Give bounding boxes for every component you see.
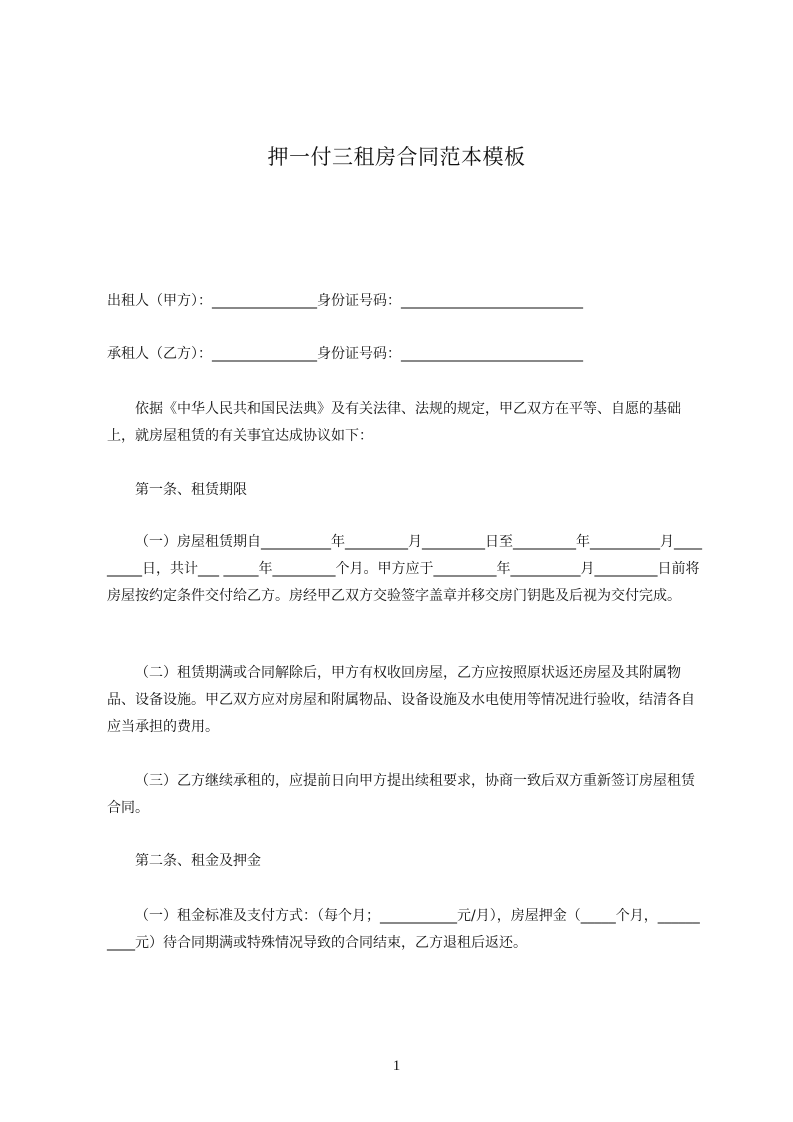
article-1-heading: 第一条、租赁期限 — [135, 482, 247, 498]
article-2-heading: 第二条、租金及押金 — [135, 853, 261, 869]
preamble-paragraph: 依据《中华人民共和国民法典》及有关法律、法规的规定，甲乙双方在平等、自愿的基础上，就房屋租赁的有关事宜达成协议如下： — [107, 401, 681, 444]
page-number: 1 — [392, 1058, 401, 1074]
article-1-item-1: （一）房屋租赁期自__________年_________月_________日至_________年__________月_________日，共计___ _____年_________个月。甲方应于_________年__________月_________日前将房屋按约定条件交付给乙方。房经甲乙双方交验签字盖章并移交房门钥匙及后视为交付完成。 — [107, 534, 702, 604]
article-1-item-3: （三）乙方继续承租的，应提前日向甲方提出续租要求，协商一致后双方重新签订房屋租赁合同。 — [107, 773, 695, 816]
article-1-item-2: （二）租赁期满或合同解除后，甲方有权收回房屋，乙方应按照原状返还房屋及其附属物品、设备设施。甲乙双方应对房屋和附属物品、设备设施及水电使用等情况进行验收，结清各自应当承担的费用。 — [107, 665, 695, 735]
party-a-line: 出租人（甲方）：_______________身份证号码：__________________________ — [107, 293, 583, 309]
document-title: 押一付三租房合同范本模板 — [267, 145, 526, 169]
party-b-line: 承租人（乙方）：_______________身份证号码：__________________________ — [107, 346, 583, 362]
article-2-item-1: （一）租金标准及支付方式：（每个月；___________元/月），房屋押金（_____个月，__________元）待合同期满或特殊情况导致的合同结束，乙方退租后返还。 — [107, 908, 700, 951]
